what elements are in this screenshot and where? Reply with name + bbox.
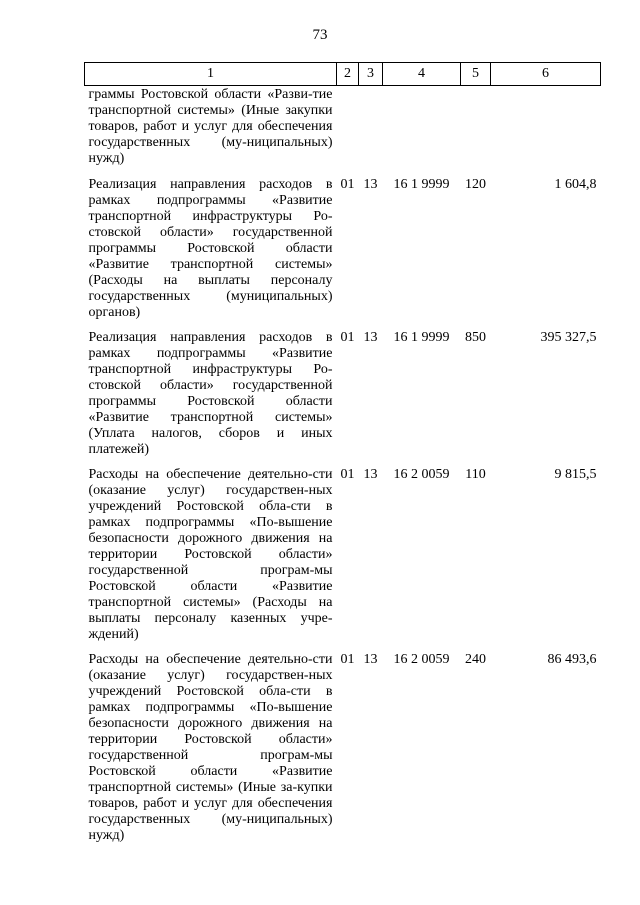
- header-col-4: 4: [383, 63, 461, 86]
- row-expense-type: 850: [465, 330, 486, 345]
- header-col-6: 6: [491, 63, 601, 86]
- row-section: [337, 86, 359, 178]
- row-expense-type: [461, 86, 491, 178]
- row-amount: 1 604,8: [554, 177, 597, 192]
- row-expense-type: 120: [465, 177, 486, 192]
- row-section: 01: [340, 467, 355, 482]
- header-col-1: 1: [85, 63, 337, 86]
- row-subsection: 13: [363, 330, 378, 345]
- table-row: [85, 177, 601, 330]
- row-section: 01: [340, 177, 355, 192]
- table-row: [85, 86, 601, 178]
- budget-table: [84, 62, 601, 853]
- row-subsection: 13: [363, 177, 378, 192]
- row-target-article: 16 2 0059: [393, 467, 450, 482]
- table-row: [85, 467, 601, 652]
- row-target-article: 16 1 9999: [393, 330, 450, 345]
- header-row: [85, 63, 601, 86]
- table-row: [85, 652, 601, 853]
- row-subsection: [359, 86, 383, 178]
- header-col-3: 3: [359, 63, 383, 86]
- header-col-2: 2: [337, 63, 359, 86]
- row-target-article: 16 2 0059: [393, 652, 450, 667]
- row-subsection: 13: [363, 467, 378, 482]
- row-subsection: 13: [363, 652, 378, 667]
- row-section: 01: [340, 652, 355, 667]
- row-description: Расходы на обеспечение деятельно-сти (оказание услуг) государствен-ных учреждений Ростовской обла-сти в рамках подпрограммы «По-вышение безопасности дорожного движения на территории Ростовской области» государственной програм-мы Ростовской области «Развитие транспортной системы» (Иные за-купки товаров, работ и услуг для обеспечения государственных (му-ниципальных) нужд): [88, 652, 333, 843]
- row-amount: 9 815,5: [554, 467, 597, 482]
- row-expense-type: 240: [465, 652, 486, 667]
- page-number: 73: [312, 27, 328, 43]
- row-target-article: [383, 86, 461, 178]
- row-description: граммы Ростовской области «Разви-тие транспортной системы» (Иные закупки товаров, работ и услуг для обеспечения государственных (му-ниципальных) нужд): [88, 87, 333, 166]
- row-description: Реализация направления расходов в рамках подпрограммы «Развитие транспортной инфраструктуры Ро-стовской области» государственной программы Ростовской области «Развитие транспортной системы» (Уплата налогов, сборов и иных платежей): [88, 330, 333, 457]
- row-section: 01: [340, 330, 355, 345]
- table-row: [85, 330, 601, 467]
- row-amount: [491, 86, 601, 178]
- row-description: Реализация направления расходов в рамках подпрограммы «Развитие транспортной инфраструктуры Ро-стовской области» государственной программы Ростовской области «Развитие транспортной системы» (Расходы на выплаты персоналу государственных (муниципальных) органов): [88, 177, 333, 320]
- row-description: Расходы на обеспечение деятельно-сти (оказание услуг) государствен-ных учреждений Ростовской обла-сти в рамках подпрограммы «По-вышение безопасности дорожного движения на территории Ростовской области» государственной програм-мы Ростовской области «Развитие транспортной системы» (Расходы на выплаты персоналу казенных учре-ждений): [88, 467, 333, 642]
- row-amount: 395 327,5: [540, 330, 597, 345]
- header-col-5: 5: [461, 63, 491, 86]
- row-amount: 86 493,6: [547, 652, 597, 667]
- row-expense-type: 110: [465, 467, 486, 482]
- row-target-article: 16 1 9999: [393, 177, 450, 192]
